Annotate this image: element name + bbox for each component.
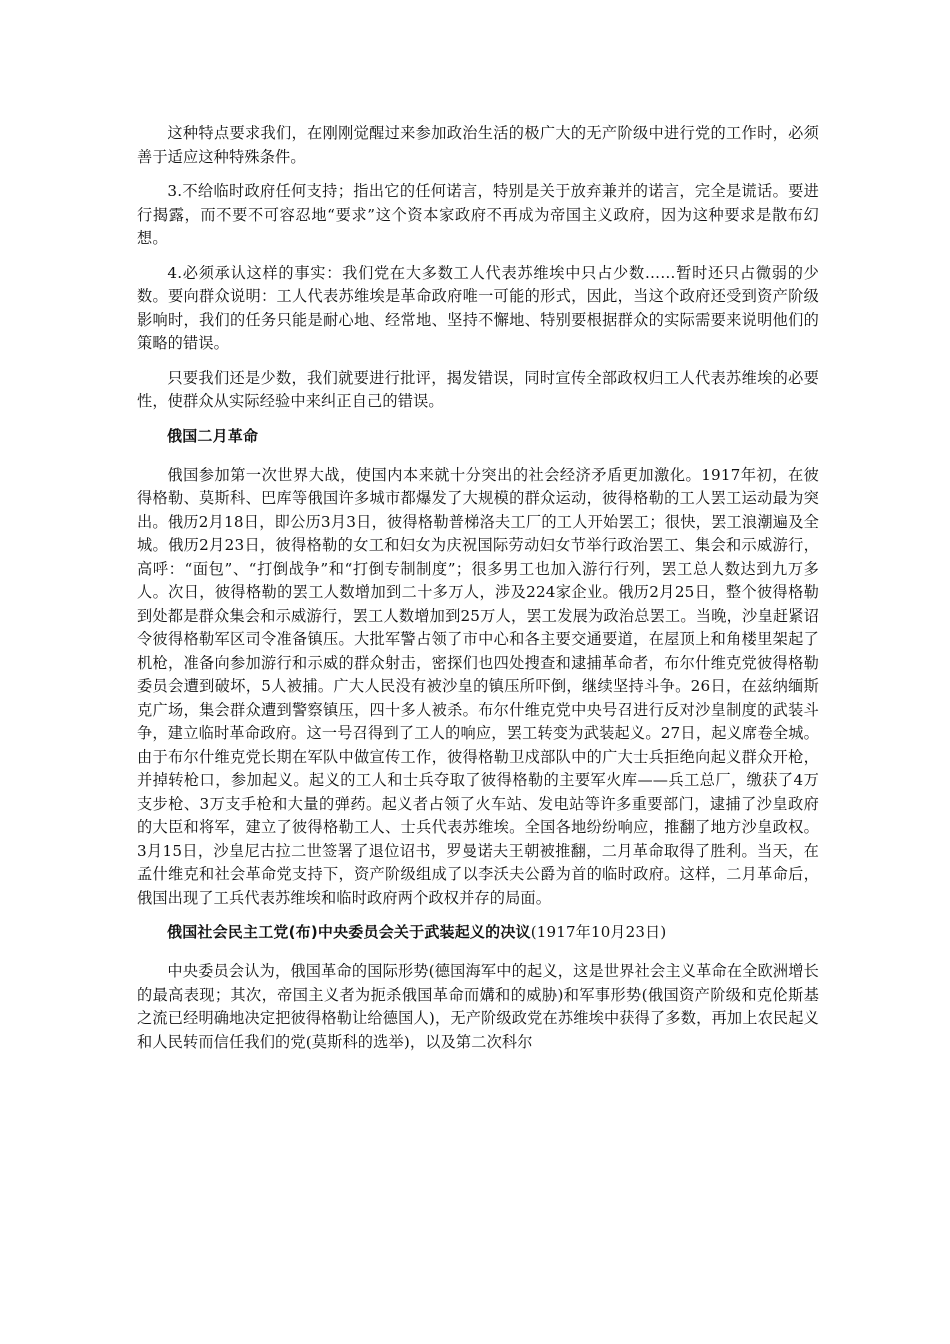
paragraph-point-3: 3.不给临时政府任何支持；指出它的任何诺言，特别是关于放弃兼并的诺言，完全是谎话。要进行揭露，而不要不可容忍地“要求”这个资本家政府不再成为帝国主义政府，因为这种要求是散布幻想。 [137, 182, 819, 247]
paragraph-minority: 只要我们还是少数，我们就要进行批评，揭发错误，同时宣传全部政权归工人代表苏维埃的必要性，使群众从实际经验中来纠正自己的错误。 [137, 368, 819, 410]
paragraph-february-revolution: 俄国参加第一次世界大战，使国内本来就十分突出的社会经济矛盾更加激化。1917年初，在彼得格勒、莫斯科、巴库等俄国许多城市都爆发了大规模的群众运动，彼得格勒的工人罢工运动最为突出。俄历2月18日，即公历3月3日，彼得格勒普梯洛夫工厂的工人开始罢工；很快，罢工浪潮遍及全城。俄历2月23日，彼得格勒的女工和妇女为庆祝国际劳动妇女节举行政治罢工、集会和示威游行，高呼：“面包”、“打倒战争”和“打倒专制制度”；很多男工也加入游行行列，罢工总人数达到九万多人。次日，彼得格勒的罢工人数增加到二十多万人，涉及224家企业。俄历2月25日，整个彼得格勒到处都是群众集会和示威游行，罢工人数增加到25万人，罢工发展为政治总罢工。当晚，沙皇赶紧诏令彼得格勒军区司令准备镇压。大批军警占领了市中心和各主要交通要道，在屋顶上和角楼里架起了机枪，准备向参加游行和示威的群众射击，密探们也四处搜查和逮捕革命者，布尔什维克党彼得格勒委员会遭到破坏，5人被捕。广大人民没有被沙皇的镇压所吓倒，继续坚持斗争。26日，在兹纳缅斯克广场，集会群众遭到警察镇压，四十多人被杀。布尔什维克党中央号召进行反对沙皇制度的武装斗争，建立临时革命政府。这一号召得到了工人的响应，罢工转变为武装起义。27日，起义席卷全城。由于布尔什维克党长期在军队中做宣传工作，彼得格勒卫戍部队中的广大士兵拒绝向起义群众开枪，并掉转枪口，参加起义。起义的工人和士兵夺取了彼得格勒的主要军火库——兵工总厂，缴获了4万支步枪、3万支手枪和大量的弹药。起义者占领了火车站、发电站等许多重要部门，逮捕了沙皇政府的大臣和将军，建立了彼得格勒工人、士兵代表苏维埃。全国各地纷纷响应，推翻了地方沙皇政权。3月15日，沙皇尼古拉二世签署了退位诏书，罗曼诺夫王朝被推翻，二月革命取得了胜利。当天，在孟什维克和社会革命党支持下，资产阶级组成了以李沃夫公爵为首的临时政府。这样，二月革命后，俄国出现了工兵代表苏维埃和临时政府两个政权并存的局面。 [137, 465, 819, 907]
paragraph-point-4: 4.必须承认这样的事实：我们党在大多数工人代表苏维埃中只占少数……暂时还只占微弱的少数。要向群众说明：工人代表苏维埃是革命政府唯一可能的形式，因此，当这个政府还受到资产阶级影响时，我们的任务只能是耐心地、经常地、坚持不懈地、特别要根据群众的实际需要来说明他们的策略的错误。 [137, 263, 819, 352]
heading-title: 俄国社会民主工党(布)中央委员会关于武装起义的决议 [167, 923, 531, 941]
heading-date: (1917年10月23日) [530, 923, 667, 941]
section-heading-february-revolution: 俄国二月革命 [167, 426, 259, 445]
paragraph-resolution-body: 中央委员会认为，俄国革命的国际形势(德国海军中的起义，这是世界社会主义革命在全欧洲增长的最高表现；其次，帝国主义者为扼杀俄国革命而媾和的威胁)和军事形势(俄国资产阶级和克伦斯基之流已经明确地决定把彼得格勒让给德国人)，无产阶级政党在苏维埃中获得了多数，再加上农民起义和人民转而信任我们的党(莫斯科的选举)，以及第二次科尔 [137, 962, 819, 1051]
paragraph-special-conditions: 这种特点要求我们，在刚刚觉醒过来参加政治生活的极广大的无产阶级中进行党的工作时，必须善于适应这种特殊条件。 [137, 124, 819, 166]
document-page [137, 122, 819, 1065]
section-heading-armed-uprising-resolution [137, 921, 819, 944]
